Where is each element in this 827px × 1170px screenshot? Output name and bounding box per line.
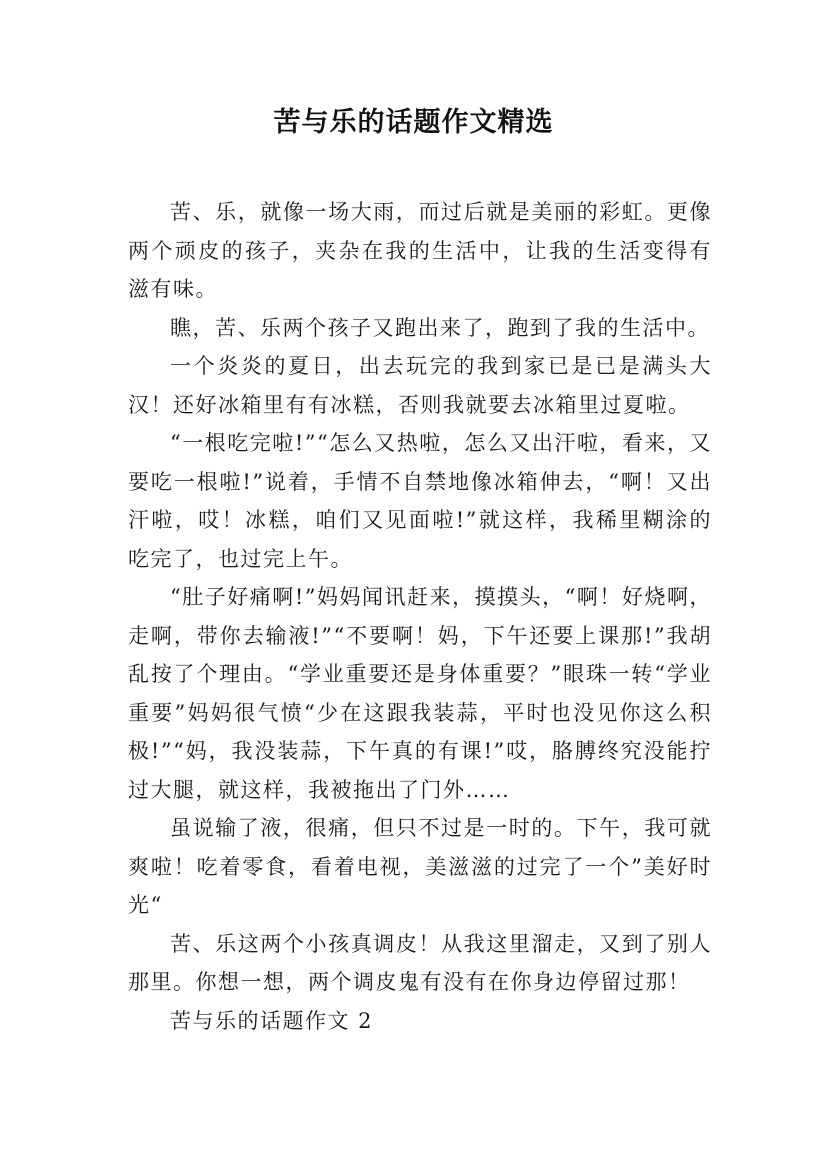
document-title: 苦与乐的话题作文精选 xyxy=(273,107,554,138)
paragraph: “一根吃完啦!”“怎么又热啦，怎么又出汗啦，看来，又要吃一根啦!”说着，手情不自禁地像冰箱伸去，“啊！又出汗啦，哎！冰糕，咱们又见面啦!”就这样，我稀里糊涂的吃完了，也过完上午。 xyxy=(128,431,712,571)
paragraph: 虽说输了液，很痛，但只不过是一时的。下午，我可就爽啦！吃着零食，看着电视，美滋滋的过完了一个”美好时光“ xyxy=(128,816,712,917)
paragraph: 瞧，苦、乐两个孩子又跑出来了，跑到了我的生活中。 xyxy=(170,315,710,340)
paragraph: 苦、乐这两个小孩真调皮！从我这里溜走，又到了别人那里。你想一想，两个调皮鬼有没有在你身边停留过那！ xyxy=(128,931,712,994)
paragraph: 一个炎炎的夏日，出去玩完的我到家已是已是满头大汉！还好冰箱里有有冰糕，否则我就要去冰箱里过夏啦。 xyxy=(128,354,712,417)
document-body xyxy=(128,193,712,1040)
paragraph: 苦、乐，就像一场大雨，而过后就是美丽的彩虹。更像两个顽皮的孩子，夹杂在我的生活中，让我的生活变得有滋有味。 xyxy=(128,200,712,301)
paragraph: “肚子好痛啊!”妈妈闻讯赶来，摸摸头，“啊！好烧啊，走啊，带你去输液!”“不要啊！妈，下午还要上课那!”我胡乱按了个理由。“学业重要还是身体重要？”眼珠一转“学业重要”妈妈很气愤“少在这跟我装蒜，平时也没见你这么积极!”“妈，我没装蒜，下午真的有课!”哎，胳膊终究没能拧过大腿，就这样，我被拖出了门外…… xyxy=(128,585,712,802)
section-heading: 苦与乐的话题作文 2 xyxy=(170,1008,374,1033)
